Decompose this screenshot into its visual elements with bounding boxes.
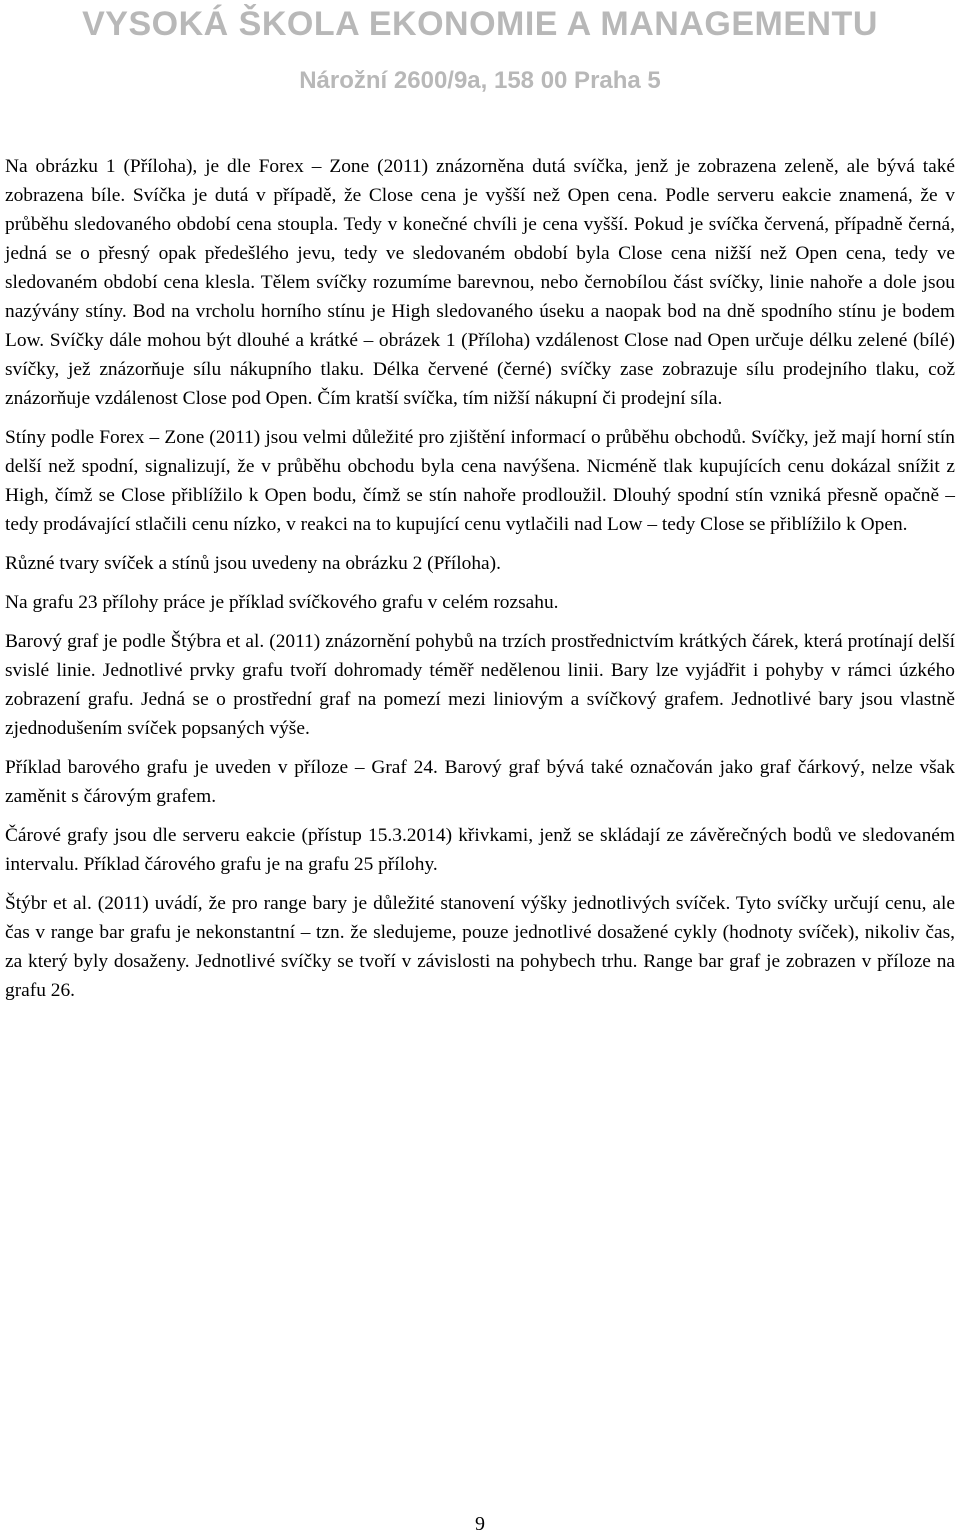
paragraph-line-chart: Čárové grafy jsou dle serveru eakcie (přístup 15.3.2014) křivkami, jenž se skládají ze závěrečných bodů ve sledovaném intervalu. Příklad čárového grafu je na grafu 25 přílohy.	[5, 825, 955, 875]
paragraph-shadows: Stíny podle Forex – Zone (2011) jsou velmi důležité pro zjištění informací o průběhu obchodů. Svíčky, jež mají horní stín delší než spodní, signalizují, že v průběhu obchodu byla cena navýšena. Nicméně tlak kupujících cenu dokázal snížit z High, čímž se Close přiblížilo k Open bodu, čímž se stín nahoře prodloužil. Dlouhý spodní stín vzniká přesně opačně – tedy prodávající stlačili cenu nízko, v reakci na to kupující cenu vytlačili nad Low – tedy Close se přiblížilo k Open.	[5, 427, 955, 535]
paragraph-candle-shapes: Různé tvary svíček a stínů jsou uvedeny na obrázku 2 (Příloha).	[5, 553, 501, 574]
paragraph-candlestick-colors: Na obrázku 1 (Příloha), je dle Forex – Zone (2011) znázorněna dutá svíčka, jenž je zobrazena zeleně, ale bývá také zobrazena bíle. Svíčka je dutá v případě, že Close cena je vyšší než Open cena. Podle serveru eakcie znamená, že v průběhu sledovaného období cena stoupla. Tedy v konečné chvíli je cena vyšší. Pokud je svíčka červená, případně černá, jedná se o přesný opak předešlého jevu, tedy ve sledovaném období byla Close cena nižší než Open cena, tedy ve sledovaném období cena klesla. Tělem svíčky rozumíme barevnou, nebo černobílou část svíčky, linie nahoře a dole jsou nazývány stíny. Bod na vrcholu horního stínu je High sledovaného úseku a naopak bod na dně spodního stínu je bodem Low. Svíčky dále mohou být dlouhé a krátké – obrázek 1 (Příloha) vzdálenost Close nad Open určuje délku zelené (bílé) svíčky, jež znázorňuje sílu nákupního tlaku. Délka červené (černé) svíčky zase zobrazuje sílu prodejního tlaku, což znázorňuje vzdálenost Close pod Open. Čím kratší svíčka, tím nižší nákupní či prodejní síla.	[5, 156, 955, 409]
page-header	[0, 0, 960, 96]
document-body	[5, 152, 955, 1015]
page-number: 9	[475, 1513, 485, 1535]
paragraph-candle-chart-example: Na grafu 23 přílohy práce je příklad svíčkového grafu v celém rozsahu.	[5, 592, 559, 613]
paragraph-bar-chart-example: Příklad barového grafu je uveden v příloze – Graf 24. Barový graf bývá také označován jako graf čárkový, nelze však zaměnit s čárovým grafem.	[5, 757, 955, 807]
institution-title: VYSOKÁ ŠKOLA EKONOMIE A MANAGEMENTU	[82, 5, 878, 43]
institution-address: Nárožní 2600/9a, 158 00 Praha 5	[299, 67, 661, 94]
paragraph-range-bar: Štýbr et al. (2011) uvádí, že pro range bary je důležité stanovení výšky jednotlivých svíček. Tyto svíčky určují cenu, ale čas v range bar grafu je nekonstantní – tzn. že sledujeme, pouze jednotlivé dosažené cykly (hodnoty svíček), nikoliv čas, za který byly dosaženy. Jednotlivé svíčky se tvoří v závislosti na pohybech trhu. Range bar graf je zobrazen v příloze na grafu 26.	[5, 893, 955, 1001]
paragraph-bar-chart: Barový graf je podle Štýbra et al. (2011) znázornění pohybů na trzích prostřednictvím krátkých čárek, která protínají delší svislé linie. Jednotlivé prvky grafu tvoří dohromady téměř nedělenou linii. Bary lze vyjádřit i pohyby v rámci úzkého zobrazení grafu. Jedná se o prostřední graf na pomezí mezi liniovým a svíčkový grafem. Jednotlivé bary jsou vlastně zjednodušením svíček popsaných výše.	[5, 631, 955, 739]
